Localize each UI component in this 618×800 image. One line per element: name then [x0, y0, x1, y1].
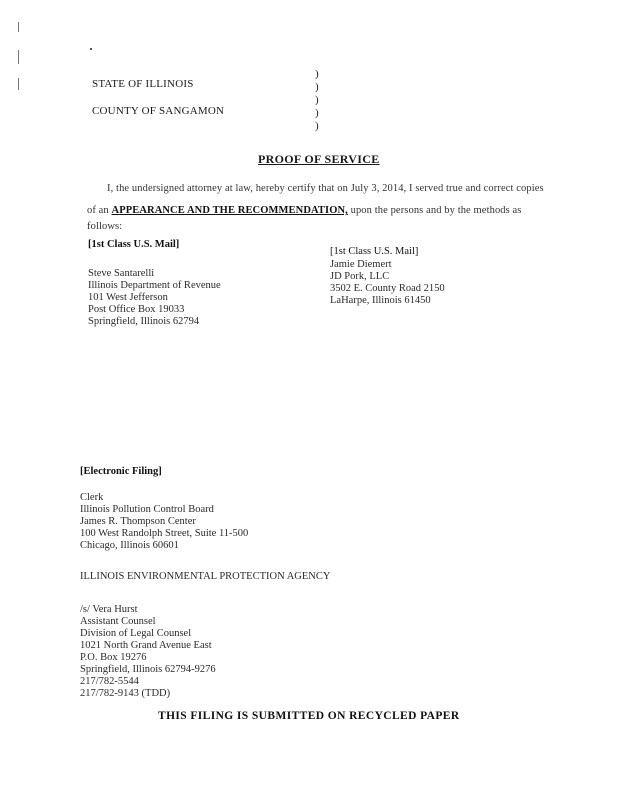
address-line: Steve Santarelli — [88, 268, 155, 279]
address-line: Illinois Pollution Control Board — [80, 504, 214, 515]
signature-line: P.O. Box 19276 — [80, 652, 147, 663]
signature-line: 217/782-9143 (TDD) — [80, 688, 171, 699]
service-address-right — [330, 259, 445, 307]
address-line: Jamie Diemert — [330, 259, 392, 270]
address-line: 101 West Jefferson — [88, 292, 168, 303]
caption-county: COUNTY OF SANGAMON — [92, 105, 225, 117]
signature-line: Springfield, Illinois 62794-9276 — [80, 664, 216, 675]
signature-line: 217/782-5544 — [80, 676, 139, 687]
address-line: Springfield, Illinois 62794 — [88, 316, 200, 327]
signature-line: Assistant Counsel — [80, 616, 156, 627]
caption-state: STATE OF ILLINOIS — [92, 78, 194, 90]
signature-line: Division of Legal Counsel — [80, 628, 192, 639]
signature-line: 1021 North Grand Avenue East — [80, 640, 212, 651]
service-method-left: [1st Class U.S. Mail] — [88, 239, 180, 250]
caption-bracket: ) — [315, 81, 319, 93]
recycled-paper-notice: THIS FILING IS SUBMITTED ON RECYCLED PAPER — [158, 710, 460, 722]
scan-artifact — [18, 22, 19, 32]
caption-bracket: ) — [315, 94, 319, 106]
page-title: PROOF OF SERVICE — [258, 152, 380, 166]
service-method-right: [1st Class U.S. Mail] — [330, 246, 419, 257]
service-address-left — [88, 268, 221, 328]
served-documents: APPEARANCE AND THE RECOMMENDATION, — [111, 205, 348, 216]
certification-line-3: follows: — [87, 221, 123, 232]
address-line: LaHarpe, Illinois 61450 — [330, 295, 431, 306]
address-line: Chicago, Illinois 60601 — [80, 540, 179, 551]
scan-artifact — [18, 50, 19, 64]
signature-block — [80, 604, 216, 700]
address-line: 3502 E. County Road 2150 — [330, 283, 445, 294]
address-line: Illinois Department of Revenue — [88, 280, 221, 291]
address-line: Post Office Box 19033 — [88, 304, 185, 315]
caption-bracket: ) — [315, 107, 319, 119]
certification-line-1: I, the undersigned attorney at law, hereby certify that on July 3, 2014, I served true and correct copies — [107, 183, 544, 194]
address-line: 100 West Randolph Street, Suite 11-500 — [80, 528, 249, 539]
address-line: Clerk — [80, 492, 104, 503]
address-line: JD Pork, LLC — [330, 271, 390, 282]
certification-line-2 — [87, 205, 522, 216]
service-method-electronic: [Electronic Filing] — [80, 466, 162, 477]
certification-suffix: upon the persons and by the methods as — [347, 205, 522, 216]
caption-brackets — [315, 68, 319, 133]
scan-speck — [90, 48, 92, 50]
address-line: James R. Thompson Center — [80, 516, 196, 527]
service-address-electronic — [80, 492, 248, 552]
certification-prefix: of an — [87, 205, 112, 216]
caption-bracket: ) — [315, 120, 319, 132]
caption-bracket: ) — [315, 68, 319, 80]
signature-line: /s/ Vera Hurst — [80, 604, 138, 615]
agency-name: ILLINOIS ENVIRONMENTAL PROTECTION AGENCY — [80, 571, 331, 582]
scan-artifact — [18, 78, 19, 90]
